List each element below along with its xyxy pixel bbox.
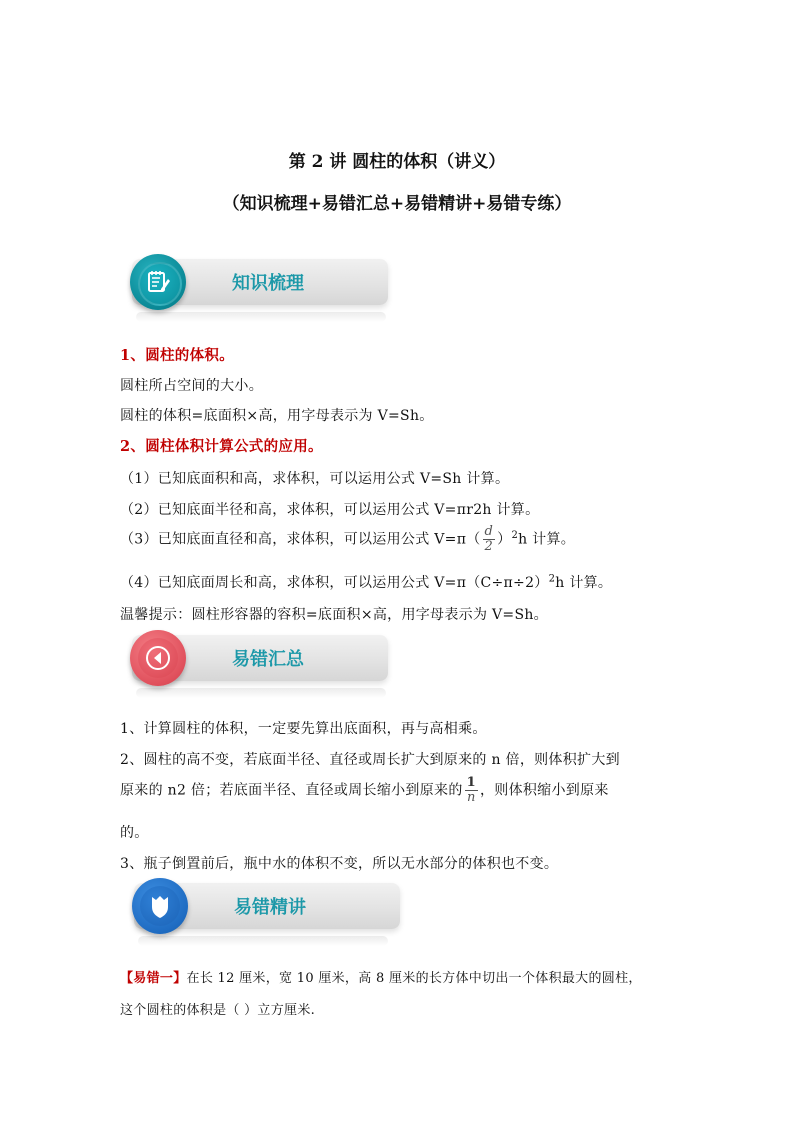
example-line-1 — [120, 967, 642, 986]
error-text: ，则体积缩小到原来 — [479, 782, 609, 799]
page-title: 第 2 讲 圆柱的体积（讲义） — [288, 152, 506, 172]
fraction-d-over-2: $\frac{d}{2}$ — [484, 524, 494, 554]
shield-icon — [132, 878, 188, 934]
banner-reflection — [138, 936, 388, 946]
section-banner-explain — [124, 880, 392, 932]
example-text: 在长 12 厘米，宽 10 厘米，高 8 厘米的长方体中切出一个体积最大的圆柱， — [186, 971, 642, 986]
knowledge-heading-2: 2、圆柱体积计算公式的应用。 — [120, 438, 323, 455]
formula-case-3 — [120, 525, 575, 554]
formula-text: h 计算。 — [555, 575, 613, 591]
formula-case-2: （2）已知底面半径和高，求体积，可以运用公式 V=πr2h 计算。 — [120, 502, 540, 518]
warm-tip: 温馨提示：圆柱形容器的容积=底面积×高，用字母表示为 V=Sh。 — [120, 607, 548, 623]
back-arrow-icon — [130, 630, 186, 686]
section-label: 易错精讲 — [234, 897, 306, 918]
exponent: 2 — [511, 529, 519, 541]
error-item-2-line3: 的。 — [120, 825, 149, 841]
formula-text: ） — [497, 531, 512, 548]
fraction-1-over-n: $\frac{1}{n}$ — [466, 775, 476, 805]
formula-case-1: （1）已知底面积和高，求体积，可以运用公式 V=Sh 计算。 — [120, 471, 510, 487]
formula-text: （4）已知底面周长和高，求体积，可以运用公式 V=π（C÷π÷2） — [120, 575, 549, 591]
section-label: 易错汇总 — [232, 649, 304, 670]
error-item-3: 3、瓶子倒置前后，瓶中水的体积不变，所以无水部分的体积也不变。 — [120, 856, 559, 872]
section-banner-knowledge — [122, 256, 390, 308]
exponent: 2 — [548, 573, 556, 585]
page-subtitle: （知识梳理+易错汇总+易错精讲+易错专练） — [222, 194, 572, 214]
formula-case-4 — [120, 572, 612, 592]
formula-text: （3）已知底面直径和高，求体积，可以运用公式 V=π（ — [120, 531, 481, 548]
example-line-2: 这个圆柱的体积是（ ）立方厘米. — [120, 1003, 316, 1018]
error-tag: 【易错一】 — [120, 971, 187, 986]
banner-reflection — [136, 312, 386, 322]
error-item-2-line1: 2、圆柱的高不变，若底面半径、直径或周长扩大到原来的 n 倍，则体积扩大到 — [120, 752, 620, 768]
error-item-2-line2 — [120, 776, 609, 805]
section-label: 知识梳理 — [232, 273, 304, 294]
knowledge-text: 圆柱的体积=底面积×高，用字母表示为 V=Sh。 — [120, 408, 434, 424]
knowledge-heading-1: 1、圆柱的体积。 — [120, 347, 234, 364]
error-item-1: 1、计算圆柱的体积，一定要先算出底面积，再与高相乘。 — [120, 721, 487, 737]
notepad-pen-icon — [130, 254, 186, 310]
section-banner-errors — [122, 632, 390, 684]
banner-reflection — [136, 688, 386, 698]
formula-text: h 计算。 — [518, 531, 576, 548]
knowledge-text: 圆柱所占空间的大小。 — [120, 378, 263, 394]
error-text: 原来的 n2 倍；若底面半径、直径或周长缩小到原来的 — [120, 782, 463, 799]
